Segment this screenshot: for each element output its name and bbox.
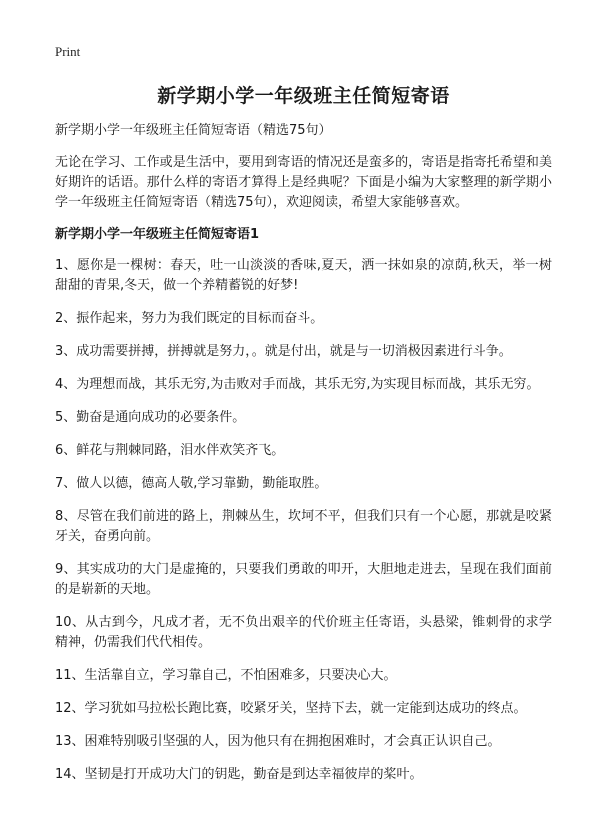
list-item: 3、成功需要拼搏，拼搏就是努力，。就是付出，就是与一切消极因素进行斗争。 <box>55 344 512 359</box>
list-item: 2、振作起来，努力为我们既定的目标而奋斗。 <box>55 311 324 326</box>
list-item: 5、勤奋是通向成功的必要条件。 <box>55 410 246 425</box>
list-item: 14、坚韧是打开成功大门的钥匙，勤奋是到达幸福彼岸的桨叶。 <box>55 767 423 782</box>
list-item: 9、其实成功的大门是虚掩的，只要我们勇敢的叩开，大胆地走进去，呈现在我们面前的是崭新的天地。 <box>55 562 552 597</box>
list-item: 13、困难特别吸引坚强的人，因为他只有在拥抱困难时，才会真正认识自己。 <box>55 734 501 749</box>
list-item: 10、从古到今，凡成才者，无不负出艰辛的代价班主任寄语，头悬梁，锥刺骨的求学精神，仍需我们代代相传。 <box>55 615 552 650</box>
list-item: 8、尽管在我们前进的路上，荆棘丛生，坎坷不平，但我们只有一个心愿，那就是咬紧牙关，奋勇向前。 <box>55 509 552 544</box>
section-heading: 新学期小学一年级班主任简短寄语1 <box>55 227 260 242</box>
intro-paragraph: 无论在学习、工作或是生活中，要用到寄语的情况还是蛮多的，寄语是指寄托希望和美好期许的话语。那什么样的寄语才算得上是经典呢？下面是小编为大家整理的新学期小学一年级班主任简短寄语（精选75句），欢迎阅读，希望大家能够喜欢。 <box>55 155 552 210</box>
page-title: 新学期小学一年级班主任简短寄语 <box>157 85 450 107</box>
list-item: 12、学习犹如马拉松长跑比赛，咬紧牙关，坚持下去，就一定能到达成功的终点。 <box>55 701 527 716</box>
list-item: 4、为理想而战，其乐无穷,为击败对手而战，其乐无穷,为实现目标而战，其乐无穷。 <box>55 377 540 392</box>
list-item: 1、愿你是一棵树：春天，吐一山淡淡的香味,夏天，洒一抹如泉的凉荫,秋天，举一树甜甜的青果,冬天，做一个养精蓄锐的好梦! <box>55 258 552 293</box>
message-list <box>55 256 552 785</box>
list-item: 7、做人以德，德高人敬,学习靠勤，勤能取胜。 <box>55 476 328 491</box>
list-item: 11、生活靠自立，学习靠自己，不怕困难多，只要决心大。 <box>55 668 397 683</box>
document-subtitle: 新学期小学一年级班主任简短寄语（精选75句） <box>55 123 332 138</box>
print-link[interactable]: Print <box>55 44 81 59</box>
list-item: 6、鲜花与荆棘同路，泪水伴欢笑齐飞。 <box>55 443 285 458</box>
